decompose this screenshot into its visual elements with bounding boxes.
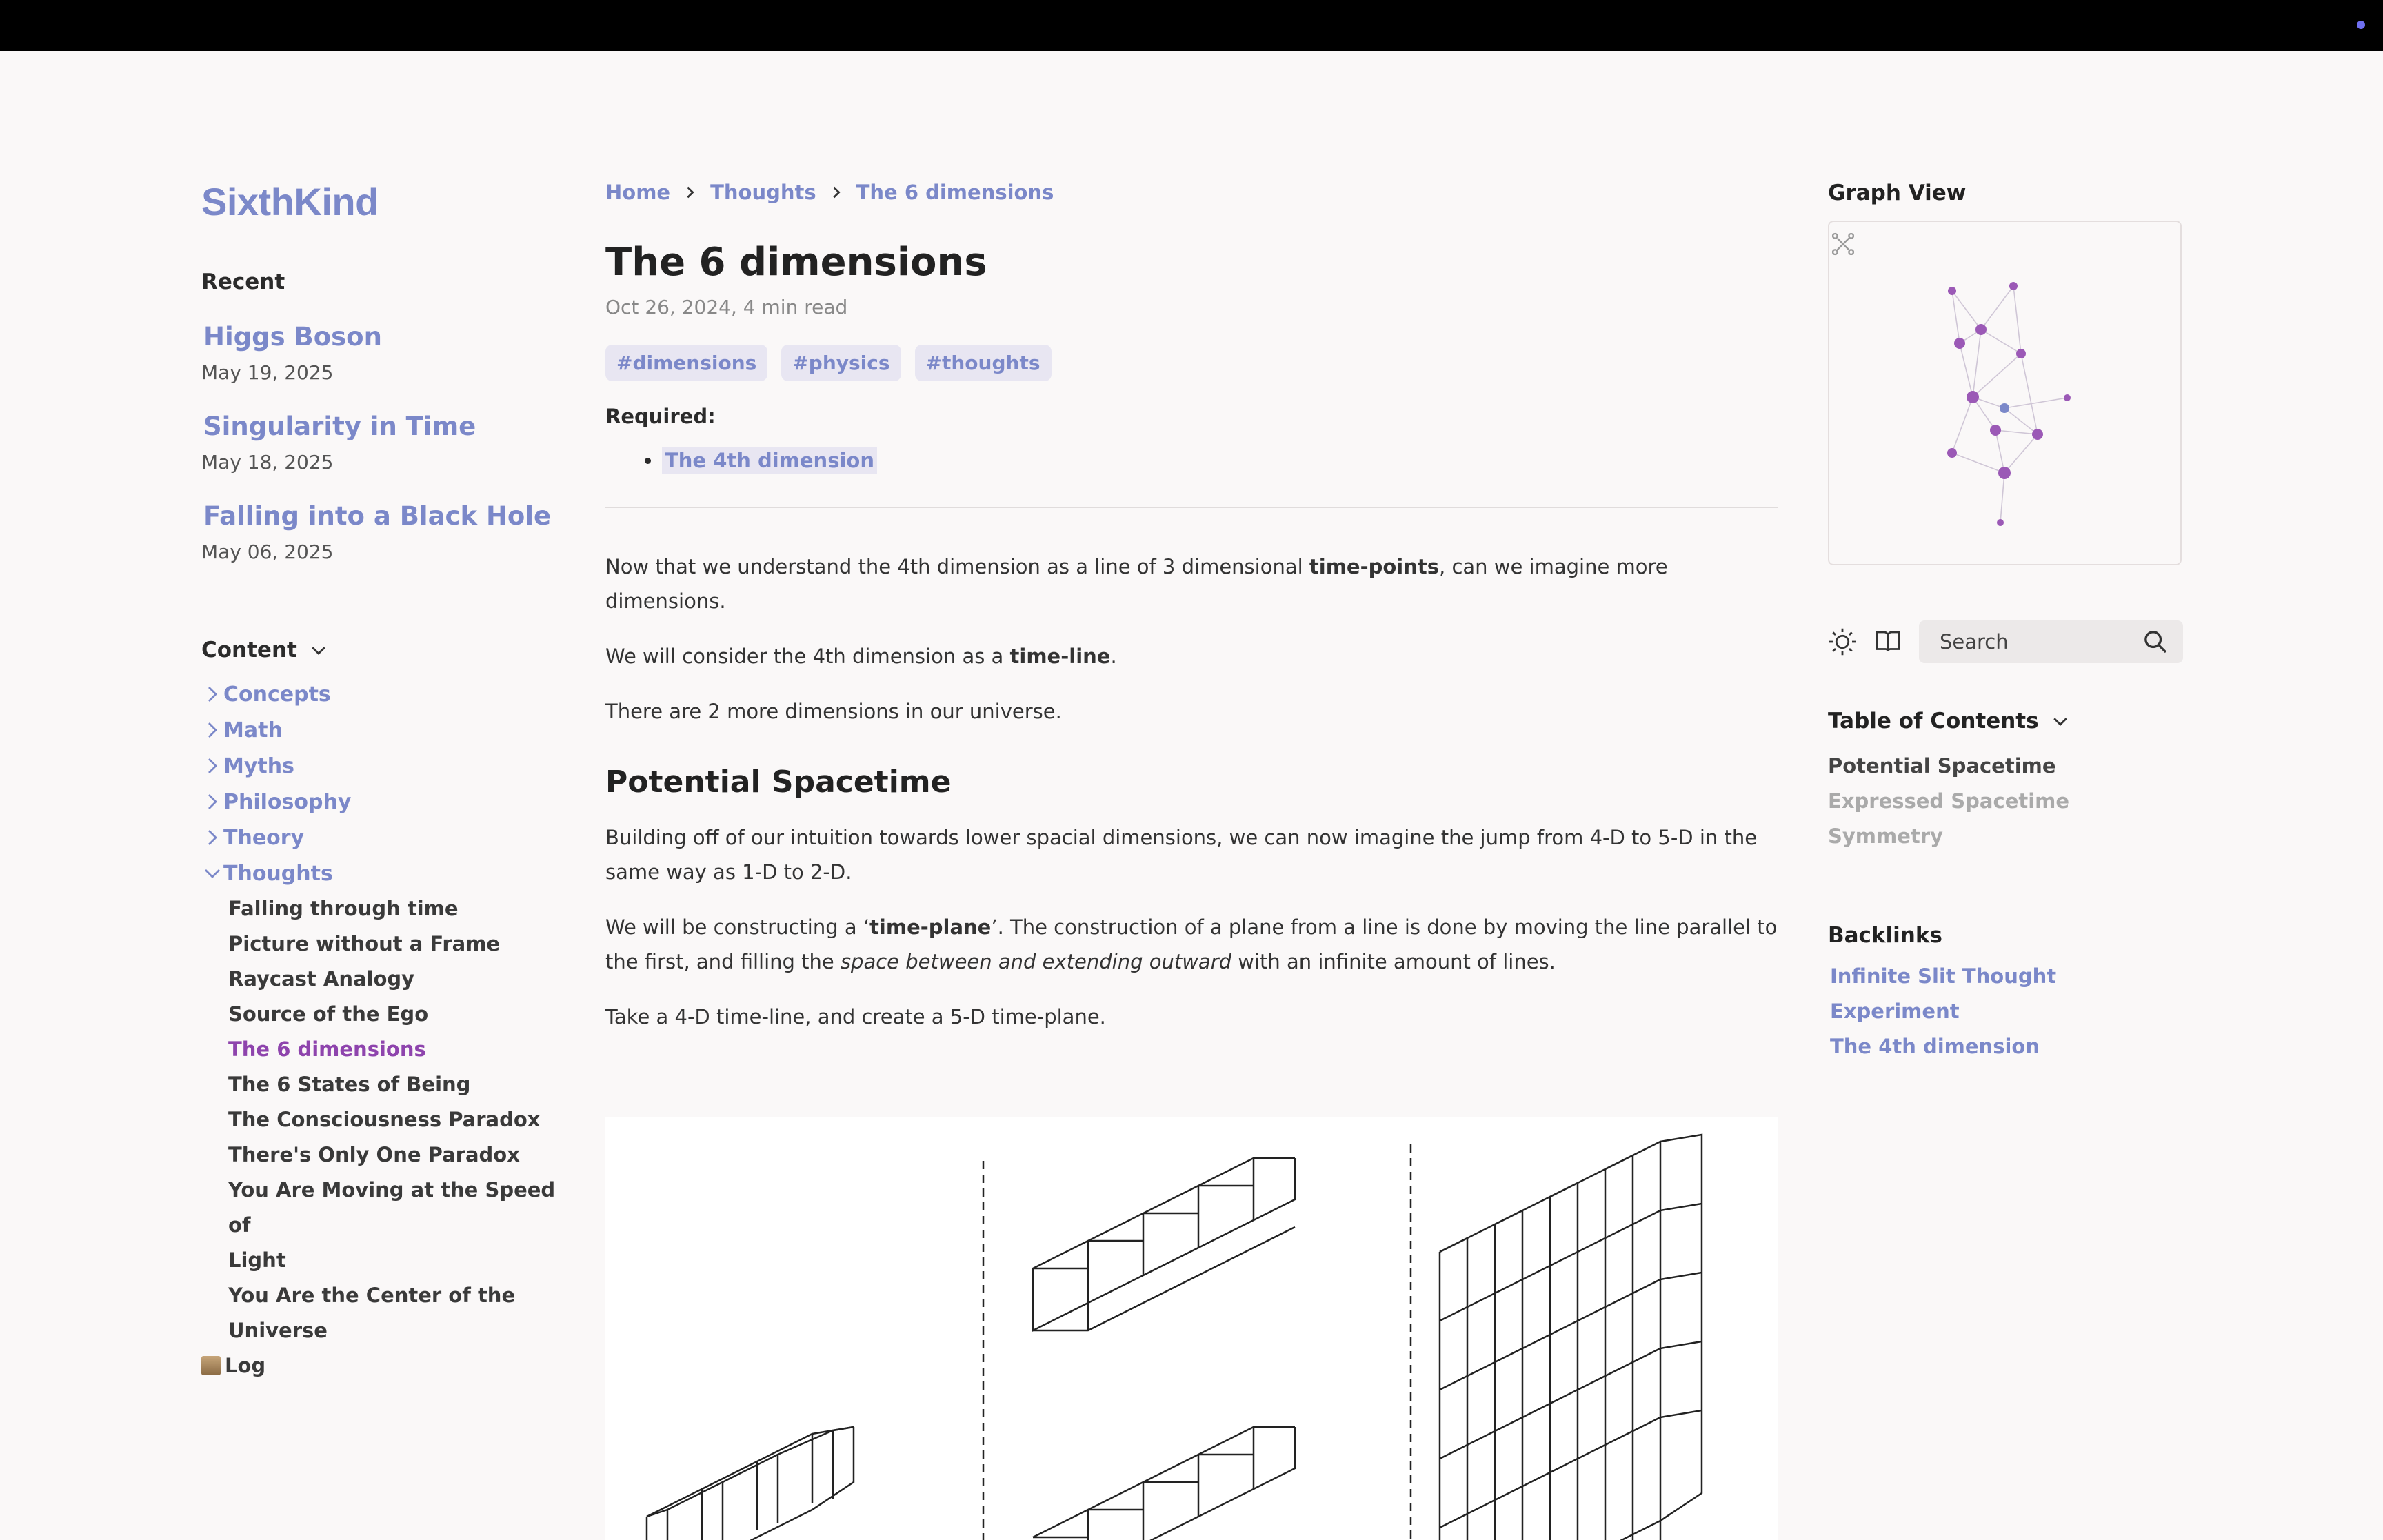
paragraph <box>605 549 1778 618</box>
tag[interactable]: #physics <box>781 345 901 381</box>
breadcrumb <box>605 181 1778 204</box>
folder-label: Theory <box>223 825 305 850</box>
browser-top-bar <box>0 0 2383 51</box>
text: . <box>1110 645 1117 668</box>
tree-item[interactable]: The Consciousness Paradox <box>228 1108 541 1131</box>
graph-view-heading: Graph View <box>1828 181 1967 205</box>
recent-item-date: May 06, 2025 <box>201 540 334 563</box>
article <box>605 181 1778 1034</box>
chevron-right-icon <box>683 185 698 200</box>
tag[interactable]: #thoughts <box>915 345 1052 381</box>
folder-label: Math <box>223 718 283 742</box>
chevron-down-icon <box>201 863 223 884</box>
recent-item-date: May 18, 2025 <box>201 451 334 474</box>
text: We will consider the 4th dimension as a <box>605 645 1010 668</box>
cube-diagram <box>605 1117 1778 1540</box>
divider <box>605 507 1778 508</box>
recent-item-title[interactable]: Singularity in Time <box>203 412 476 441</box>
recent-item-title[interactable]: Higgs Boson <box>203 322 382 352</box>
folder-theory[interactable] <box>201 820 574 855</box>
recent-item-date: May 19, 2025 <box>201 361 334 384</box>
thoughts-items <box>201 891 574 1348</box>
paragraph: There are 2 more dimensions in our universe. <box>605 700 1062 723</box>
required-item <box>662 449 1778 472</box>
text: Now that we understand the 4th dimension as a line of 3 dimensional <box>605 555 1309 578</box>
sidebar-tools <box>1828 620 2183 663</box>
toc-list <box>1828 749 2183 854</box>
text: We will be constructing a ‘ <box>605 915 870 939</box>
backlinks-list <box>1828 959 2183 1064</box>
section-heading: Potential Spacetime <box>605 764 952 800</box>
site-title[interactable]: SixthKind <box>201 180 379 223</box>
breadcrumb-thoughts[interactable]: Thoughts <box>710 181 816 204</box>
folder-label: Concepts <box>223 682 331 707</box>
recent-item-title[interactable]: Falling into a Black Hole <box>203 501 552 531</box>
tree-item-active[interactable]: The 6 dimensions <box>228 1037 426 1061</box>
tree-item[interactable]: The 6 States of Being <box>228 1073 471 1096</box>
search-icon <box>2142 628 2169 656</box>
page-title: The 6 dimensions <box>605 240 987 285</box>
dimensions-illustration <box>605 1117 1778 1540</box>
folder-philosophy[interactable] <box>201 784 574 820</box>
log-icon <box>201 1356 221 1375</box>
italic-text: space between and extending outward <box>840 950 1232 973</box>
book-icon[interactable] <box>1873 627 1902 656</box>
log-item[interactable] <box>201 1348 574 1383</box>
paragraph: Take a 4-D time-line, and create a 5-D time-plane. <box>605 1005 1106 1029</box>
paragraph: Building off of our intuition towards lower spacial dimensions, we can now imagine the jump from 4-D to 5-D in the same way as 1-D to 2-D. <box>605 826 1758 884</box>
recent-item <box>201 412 574 474</box>
backlinks-heading: Backlinks <box>1828 923 1942 948</box>
recent-item <box>201 501 574 563</box>
paragraph <box>605 910 1778 979</box>
tree-item[interactable]: There's Only One Paradox <box>228 1143 520 1166</box>
tree-item[interactable]: Falling through time <box>228 897 459 920</box>
backlink[interactable]: Infinite Slit Thought Experiment <box>1830 964 2057 1023</box>
content-explorer-toggle[interactable] <box>201 638 574 662</box>
left-sidebar <box>201 179 574 1383</box>
search-placeholder: Search <box>1940 630 2009 654</box>
toc-heading: Table of Contents <box>1828 709 2039 733</box>
tree-item-continued[interactable]: Light <box>228 1248 286 1272</box>
search-box[interactable] <box>1919 620 2183 663</box>
required-label: Required: <box>605 405 716 428</box>
toc-item-active[interactable]: Potential Spacetime <box>1828 754 2056 778</box>
article-meta: Oct 26, 2024, 4 min read <box>605 296 848 318</box>
folder-label: Myths <box>223 753 294 778</box>
text: with an infinite amount of lines. <box>1231 950 1556 973</box>
chevron-right-icon <box>201 827 223 848</box>
tree-item[interactable]: Source of the Ego <box>228 1002 429 1026</box>
bold-term: time-points <box>1309 555 1440 578</box>
folder-concepts[interactable] <box>201 676 574 712</box>
text: ’. The construction of a plane from a line is done by moving the line parallel to the first, and filling the <box>605 915 1778 973</box>
text: , can we imagine more dimensions. <box>605 555 1668 613</box>
backlink[interactable]: The 4th dimension <box>1830 1035 2040 1058</box>
folder-label: Thoughts <box>223 861 333 886</box>
graph-network <box>1829 222 2183 567</box>
folder-label: Philosophy <box>223 789 352 814</box>
paragraph <box>605 639 1778 673</box>
graph-view[interactable] <box>1828 221 2182 565</box>
log-label: Log <box>225 1354 266 1377</box>
folder-myths[interactable] <box>201 748 574 784</box>
chevron-right-icon <box>201 720 223 740</box>
toc-item[interactable]: Symmetry <box>1828 824 1943 848</box>
chevron-down-icon <box>2050 711 2071 731</box>
tree-item[interactable]: Picture without a Frame <box>228 932 501 955</box>
chevron-right-icon <box>201 756 223 776</box>
recent-heading: Recent <box>201 270 285 294</box>
tag[interactable]: #dimensions <box>605 345 767 381</box>
tree-item[interactable]: You Are Moving at the Speed of <box>228 1178 556 1237</box>
tag-list <box>605 345 1778 381</box>
breadcrumb-current[interactable]: The 6 dimensions <box>856 181 1054 204</box>
recent-item <box>201 322 574 384</box>
chevron-right-icon <box>201 791 223 812</box>
bold-term: time-plane <box>869 915 992 939</box>
toc-item[interactable]: Expressed Spacetime <box>1828 789 2070 813</box>
chevron-right-icon <box>829 185 844 200</box>
tree-item[interactable]: You Are the Center of the Universe <box>228 1284 516 1342</box>
right-sidebar <box>1828 181 2183 1064</box>
required-list <box>605 449 1778 472</box>
content-heading: Content <box>201 638 297 662</box>
status-dot <box>2357 21 2365 29</box>
tree-item[interactable]: Raycast Analogy <box>228 967 415 991</box>
toc-toggle[interactable] <box>1828 709 2183 733</box>
breadcrumb-home[interactable]: Home <box>605 181 671 204</box>
chevron-right-icon <box>201 684 223 705</box>
bold-term: time-line <box>1009 645 1111 668</box>
folder-math[interactable] <box>201 712 574 748</box>
folder-thoughts[interactable] <box>201 855 574 891</box>
chevron-down-icon <box>308 640 329 660</box>
content-tree <box>201 676 574 1383</box>
required-link[interactable]: The 4th dimension <box>662 447 877 474</box>
sun-icon[interactable] <box>1828 627 1857 656</box>
